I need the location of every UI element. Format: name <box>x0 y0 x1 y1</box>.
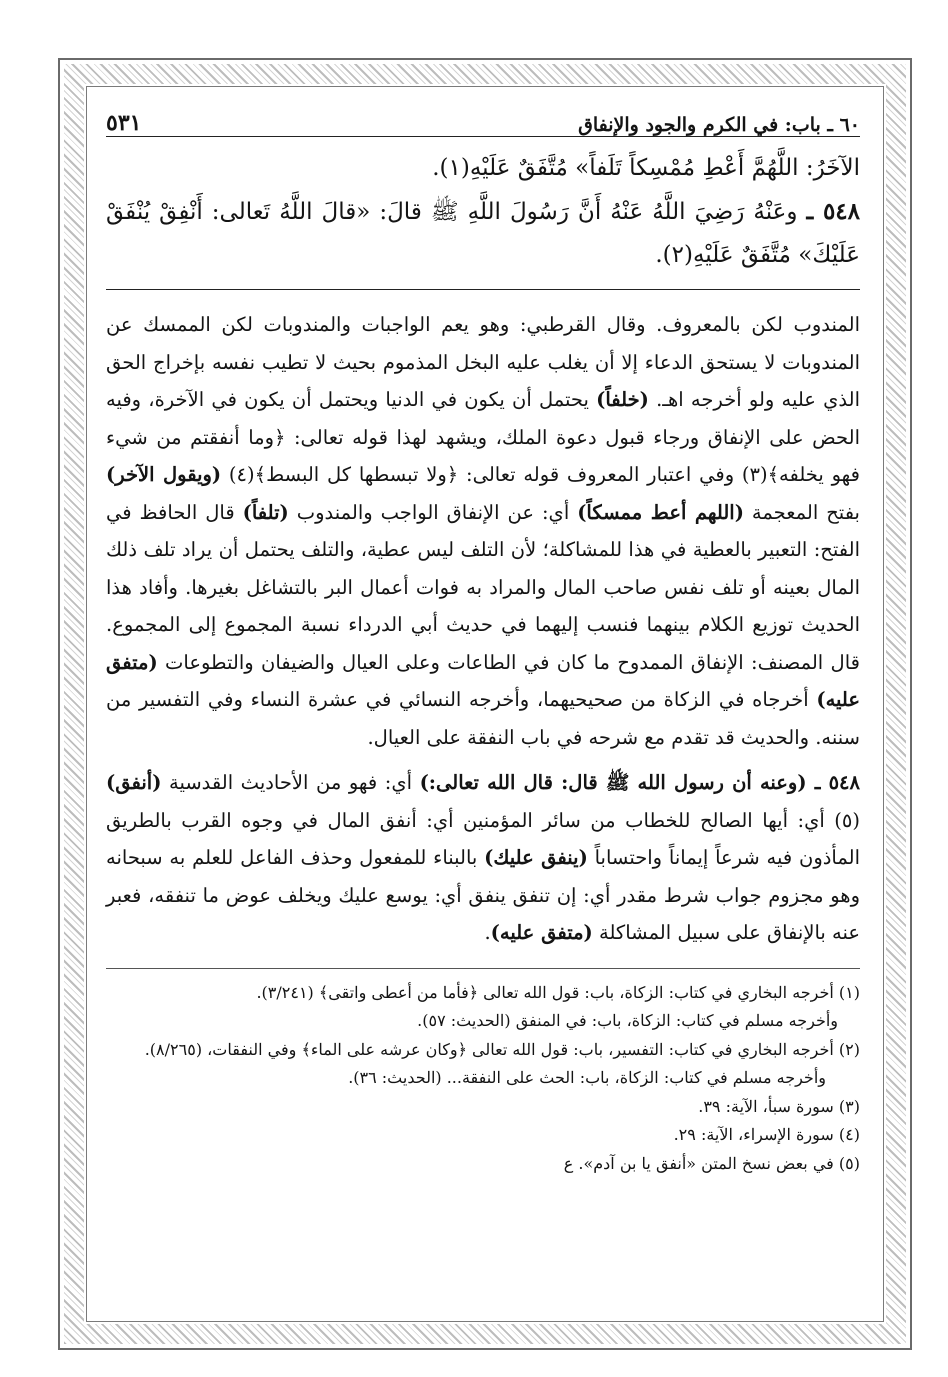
text-segment: يحتمل أن يكون في الدنيا ويحتمل أن يكون في الآخرة، وفيه الحض على الإنفاق ورجاء قبول دعوة الملك، ويشهد لهذا قوله تعالى: ﴿وما أنفقتم من شيء فهو يخلفه﴾(٣) وفي اعتبار المعروف قوله تعالى: ﴿ولا تبسطها كل البسط﴾(٤) <box>106 388 860 486</box>
bold-quote-segment: (تلفاً) <box>242 500 289 524</box>
text-segment: بفتح المعجمة <box>743 500 860 524</box>
text-commentary-divider <box>106 289 860 290</box>
hadith-548 <box>106 190 860 277</box>
hadith-text <box>106 147 860 277</box>
page-content <box>106 92 860 1314</box>
text-segment: المندوب لكن بالمعروف. وقال القرطبي: وهو يعم الواجبات والمندوبات لكن الممسك عن المندوبات لا يستحق الدعاء إلا أن يغلب عليه البخل المذموم بحيث لا تطيب نفسه بإخراج الحق الذي عليه ولو أخرجه اهـ. <box>106 313 861 411</box>
running-title: ٦٠ ـ باب: في الكرم والجود والإنفاق <box>578 114 860 136</box>
bold-quote-segment: ٥٤٨ ـ (وعنه أن رسول الله ﷺ قال: قال الله تعالى:) <box>419 771 860 794</box>
page-number: ٥٣١ <box>106 110 142 136</box>
footnote-3: (٣) سورة سبأ، الآية: ٣٩. <box>698 1096 860 1116</box>
text-segment: أخرجاه في الزكاة من صحيحيهما، وأخرجه النسائي في عشرة النساء وفي التفسير من سننه. والحديث قد تقدم مع شرحه في باب النفقة على العيال. <box>106 688 860 749</box>
text-segment: بالبناء للمفعول وحذف الفاعل للعلم به سبحانه وهو مجزوم جواب شرط مقدر أي: إن تنفق ينفق أي: يوسع عليك ويخلف عوض ما تنفقه، فعبر عنه بالإنفاق على سبيل المشاكلة <box>106 846 860 944</box>
footnote-2: (٢) أخرجه البخاري في كتاب: التفسير، باب: قول الله تعالى ﴿وكان عرشه على الماء﴾ وفي النفقات، (٨/٢٦٥). <box>144 1039 860 1059</box>
bold-quote-segment: (متفق عليه) <box>106 650 860 711</box>
text-segment: أي: فهو من الأحاديث القدسية <box>161 771 420 794</box>
text-segment: قال الحافظ في الفتح: التعبير بالعطية في هذا للمشاكلة؛ لأن التلف ليس عطية، والتلف يحتمل أن يراد تلف ذلك المال بعينه أو تلف نفس صاحب المال والمراد به فوات أعمال البر بالتشاغل بغيرها. وأفاد هذا الحديث توزيع الكلام بينهما فنسب إليهما في حديث أبي الدرداء نسبة المجموع إلى المجموع. قال المصنف: الإنفاق الممدوح ما كان في الطاعات وعلى العيال والضيفان والتطوعات <box>106 500 860 674</box>
commentary-paragraph-2 <box>106 764 860 952</box>
footnotes <box>106 979 860 1179</box>
commentary <box>106 306 860 952</box>
bold-quote-segment: (خلفاً) <box>596 388 649 411</box>
bold-quote-segment: (ويقول الآخر) <box>106 463 222 486</box>
text-segment: أي: عن الإنفاق الواجب والمندوب <box>288 500 578 524</box>
footnote-divider <box>106 968 860 969</box>
hadith-547-ending: الآخَرُ: اللَّهُمَّ أَعْطِ مُمْسِكاً تَلَفاً» مُتَّفَقٌ عَلَيْهِ(١). <box>432 155 860 181</box>
bold-quote-segment: (ينفق عليك) <box>484 846 588 869</box>
commentary-paragraph-1 <box>106 306 860 756</box>
page-header <box>106 92 860 137</box>
text-segment: . <box>484 921 491 944</box>
text-segment: (٥) أي: أيها الصالح للخطاب من سائر المؤمنين أي: أنفق المال في وجوه القرب بالطريق المأذون فيه شرعاً إيماناً واحتساباً <box>106 808 861 869</box>
footnote-4: (٤) سورة الإسراء، الآية: ٢٩. <box>673 1125 860 1144</box>
bold-quote-segment: (متفق عليه) <box>490 921 593 944</box>
footnote-1: (١) أخرجه البخاري في كتاب: الزكاة، باب: قول الله تعالى ﴿فأما من أعطى واتقى﴾ (٣/٢٤١). <box>256 982 860 1002</box>
footnote-5: (٥) في بعض نسخ المتن «أنفق يا بن آدم». ع <box>563 1153 860 1173</box>
hadith-548-text: وعَنْهُ رَضِيَ اللَّهُ عَنْهُ أَنَّ رَسُولَ اللَّهِ ﷺ قالَ: «قالَ اللَّهُ تَعالى: أَنْفِقْ يُنْفَقْ عَلَيْكَ» مُتَّفَقٌ عَلَيْهِ(٢). <box>106 199 860 268</box>
hadith-548-number: ٥٤٨ ـ <box>806 198 861 225</box>
bold-quote-segment: (أنفق) <box>106 771 162 794</box>
footnote-2-continued: وأخرجه مسلم في كتاب: الزكاة، باب: الحث على النفقة... (الحديث: ٣٦). <box>348 1068 826 1087</box>
footnote-1-continued: وأخرجه مسلم في كتاب: الزكاة، باب: في المنفق (الحديث: ٥٧). <box>417 1011 838 1030</box>
bold-quote-segment: (اللهم أعط ممسكاً) <box>577 500 744 524</box>
